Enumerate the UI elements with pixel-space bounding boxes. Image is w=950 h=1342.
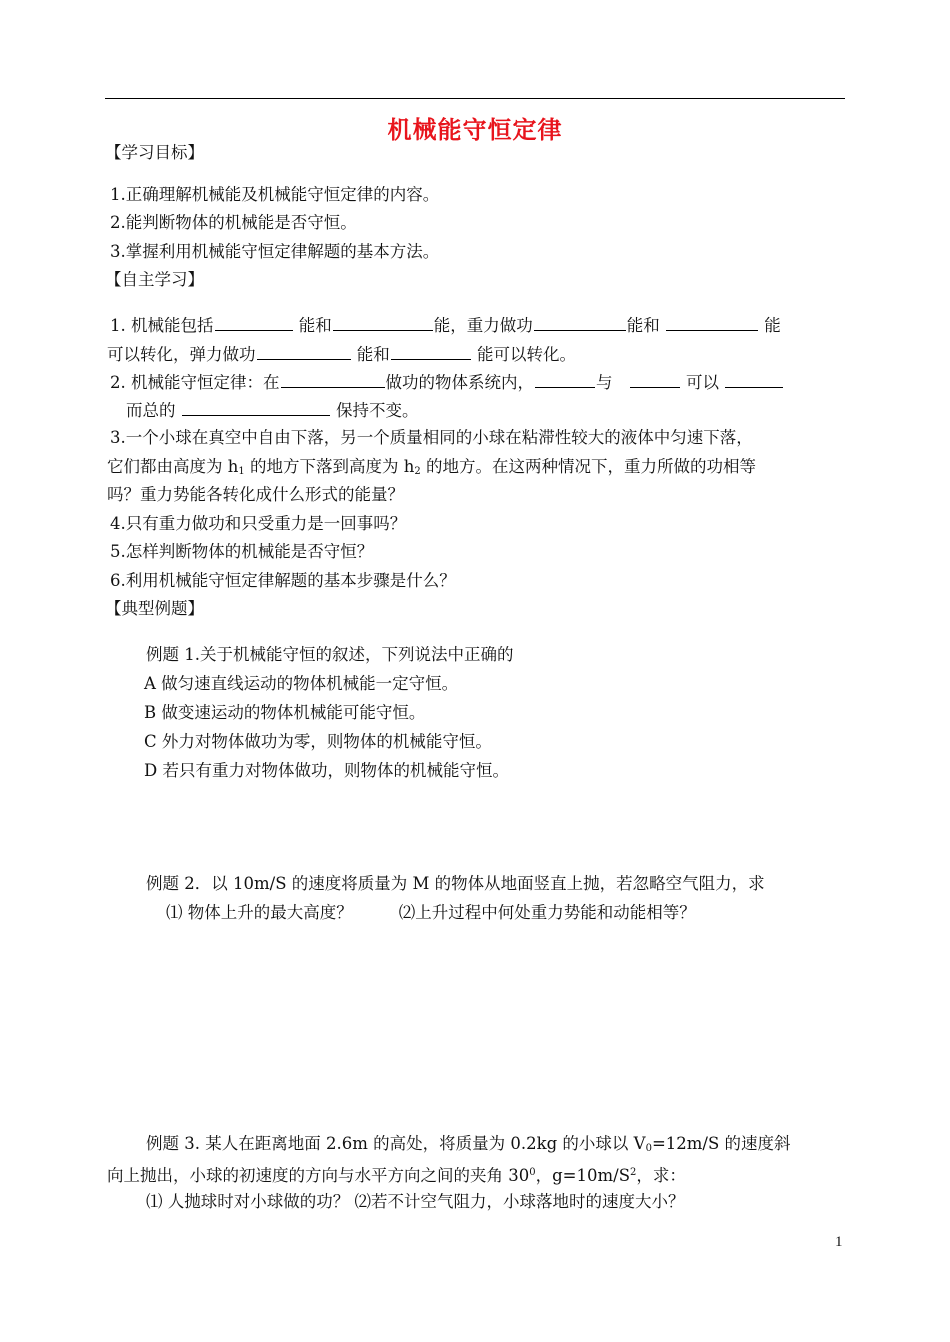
example3-line1: 例题 3. 某人在距离地面 2.6m 的高处，将质量为 0.2kg 的小球以 $V_0=12m/S$ 的速度斜 xyxy=(146,1134,791,1154)
self-study-q6: 6.利用机械能守恒定律解题的基本步骤是什么？ xyxy=(110,571,456,590)
fill-blank[interactable] xyxy=(333,314,433,331)
fill-blank[interactable] xyxy=(630,371,680,388)
example2-stem: 例题 2．以 10m/S 的速度将质量为 M 的物体从地面竖直上抛，若忽略空气阻力，求 xyxy=(146,874,765,893)
fill-blank[interactable] xyxy=(725,371,783,388)
self-study-q3-line1: 3.一个小球在真空中自由下落，另一个质量相同的小球在粘滞性较大的液体中匀速下落， xyxy=(110,428,753,447)
example1-option-d: D 若只有重力对物体做功，则物体的机械能守恒。 xyxy=(144,761,509,780)
example2-subquestions xyxy=(166,902,696,924)
section-heading-examples: 【典型例题】 xyxy=(105,599,204,618)
self-study-q3-line3: 吗？重力势能各转化成什么形式的能量？ xyxy=(107,485,404,504)
fill-blank[interactable] xyxy=(391,343,471,360)
header-rule xyxy=(105,98,845,99)
example1-option-a: A 做匀速直线运动的物体机械能一定守恒。 xyxy=(144,674,459,693)
page-title: 机械能守恒定律 xyxy=(387,115,563,144)
self-study-q2-line1: 2. 机械能守恒定律：在 做功的物体系统内， 与 可以 xyxy=(110,371,784,394)
goal-item: 3.掌握利用机械能守恒定律解题的基本方法。 xyxy=(110,242,440,261)
goal-item: 2.能判断物体的机械能是否守恒。 xyxy=(110,213,357,232)
example3-line2: 向上抛出，小球的初速度的方向与水平方向之间的夹角 $30^0$，$g=10m/S^2$，求： xyxy=(107,1166,686,1185)
section-heading-goals: 【学习目标】 xyxy=(105,143,204,162)
section-heading-self-study: 【自主学习】 xyxy=(105,270,204,289)
self-study-q3-line2: 它们都由高度为 $h_1$ 的地方下落到高度为 $h_2$ 的地方。在这两种情况下，重力所做的功相等 xyxy=(107,457,756,477)
page-number: 1 xyxy=(835,1234,843,1250)
fill-blank[interactable] xyxy=(281,371,385,388)
example1-option-b: B 做变速运动的物体机械能可能守恒。 xyxy=(144,703,426,722)
fill-blank[interactable] xyxy=(215,314,293,331)
self-study-q1-line2: 可以转化，弹力做功 能和 能可以转化。 xyxy=(107,345,576,364)
goal-item: 1.正确理解机械能及机械能守恒定律的内容。 xyxy=(110,185,440,204)
fill-blank[interactable] xyxy=(535,371,595,388)
fill-blank[interactable] xyxy=(666,314,758,331)
fill-blank[interactable] xyxy=(257,343,351,360)
example3-line3: ⑴ 人抛球时对小球做的功？ ⑵若不计空气阻力，小球落地时的速度大小？ xyxy=(146,1192,685,1211)
self-study-q5: 5.怎样判断物体的机械能是否守恒？ xyxy=(110,542,374,561)
example2-sub1: ⑴ 物体上升的最大高度？ xyxy=(166,903,353,922)
example1-stem: 例题 1.关于机械能守恒的叙述，下列说法中正确的 xyxy=(146,645,514,664)
self-study-q2-line2: 而总的 保持不变。 xyxy=(126,401,419,420)
example1-option-c: C 外力对物体做功为零，则物体的机械能守恒。 xyxy=(144,732,492,751)
fill-blank[interactable] xyxy=(534,314,626,331)
self-study-q4: 4.只有重力做功和只受重力是一回事吗？ xyxy=(110,514,407,533)
self-study-q1-line1: 1. 机械能包括 能和 能，重力做功 能和 能 xyxy=(110,316,781,335)
fill-blank[interactable] xyxy=(182,399,330,416)
example2-sub2: ⑵上升过程中何处重力势能和动能相等？ xyxy=(398,903,696,922)
